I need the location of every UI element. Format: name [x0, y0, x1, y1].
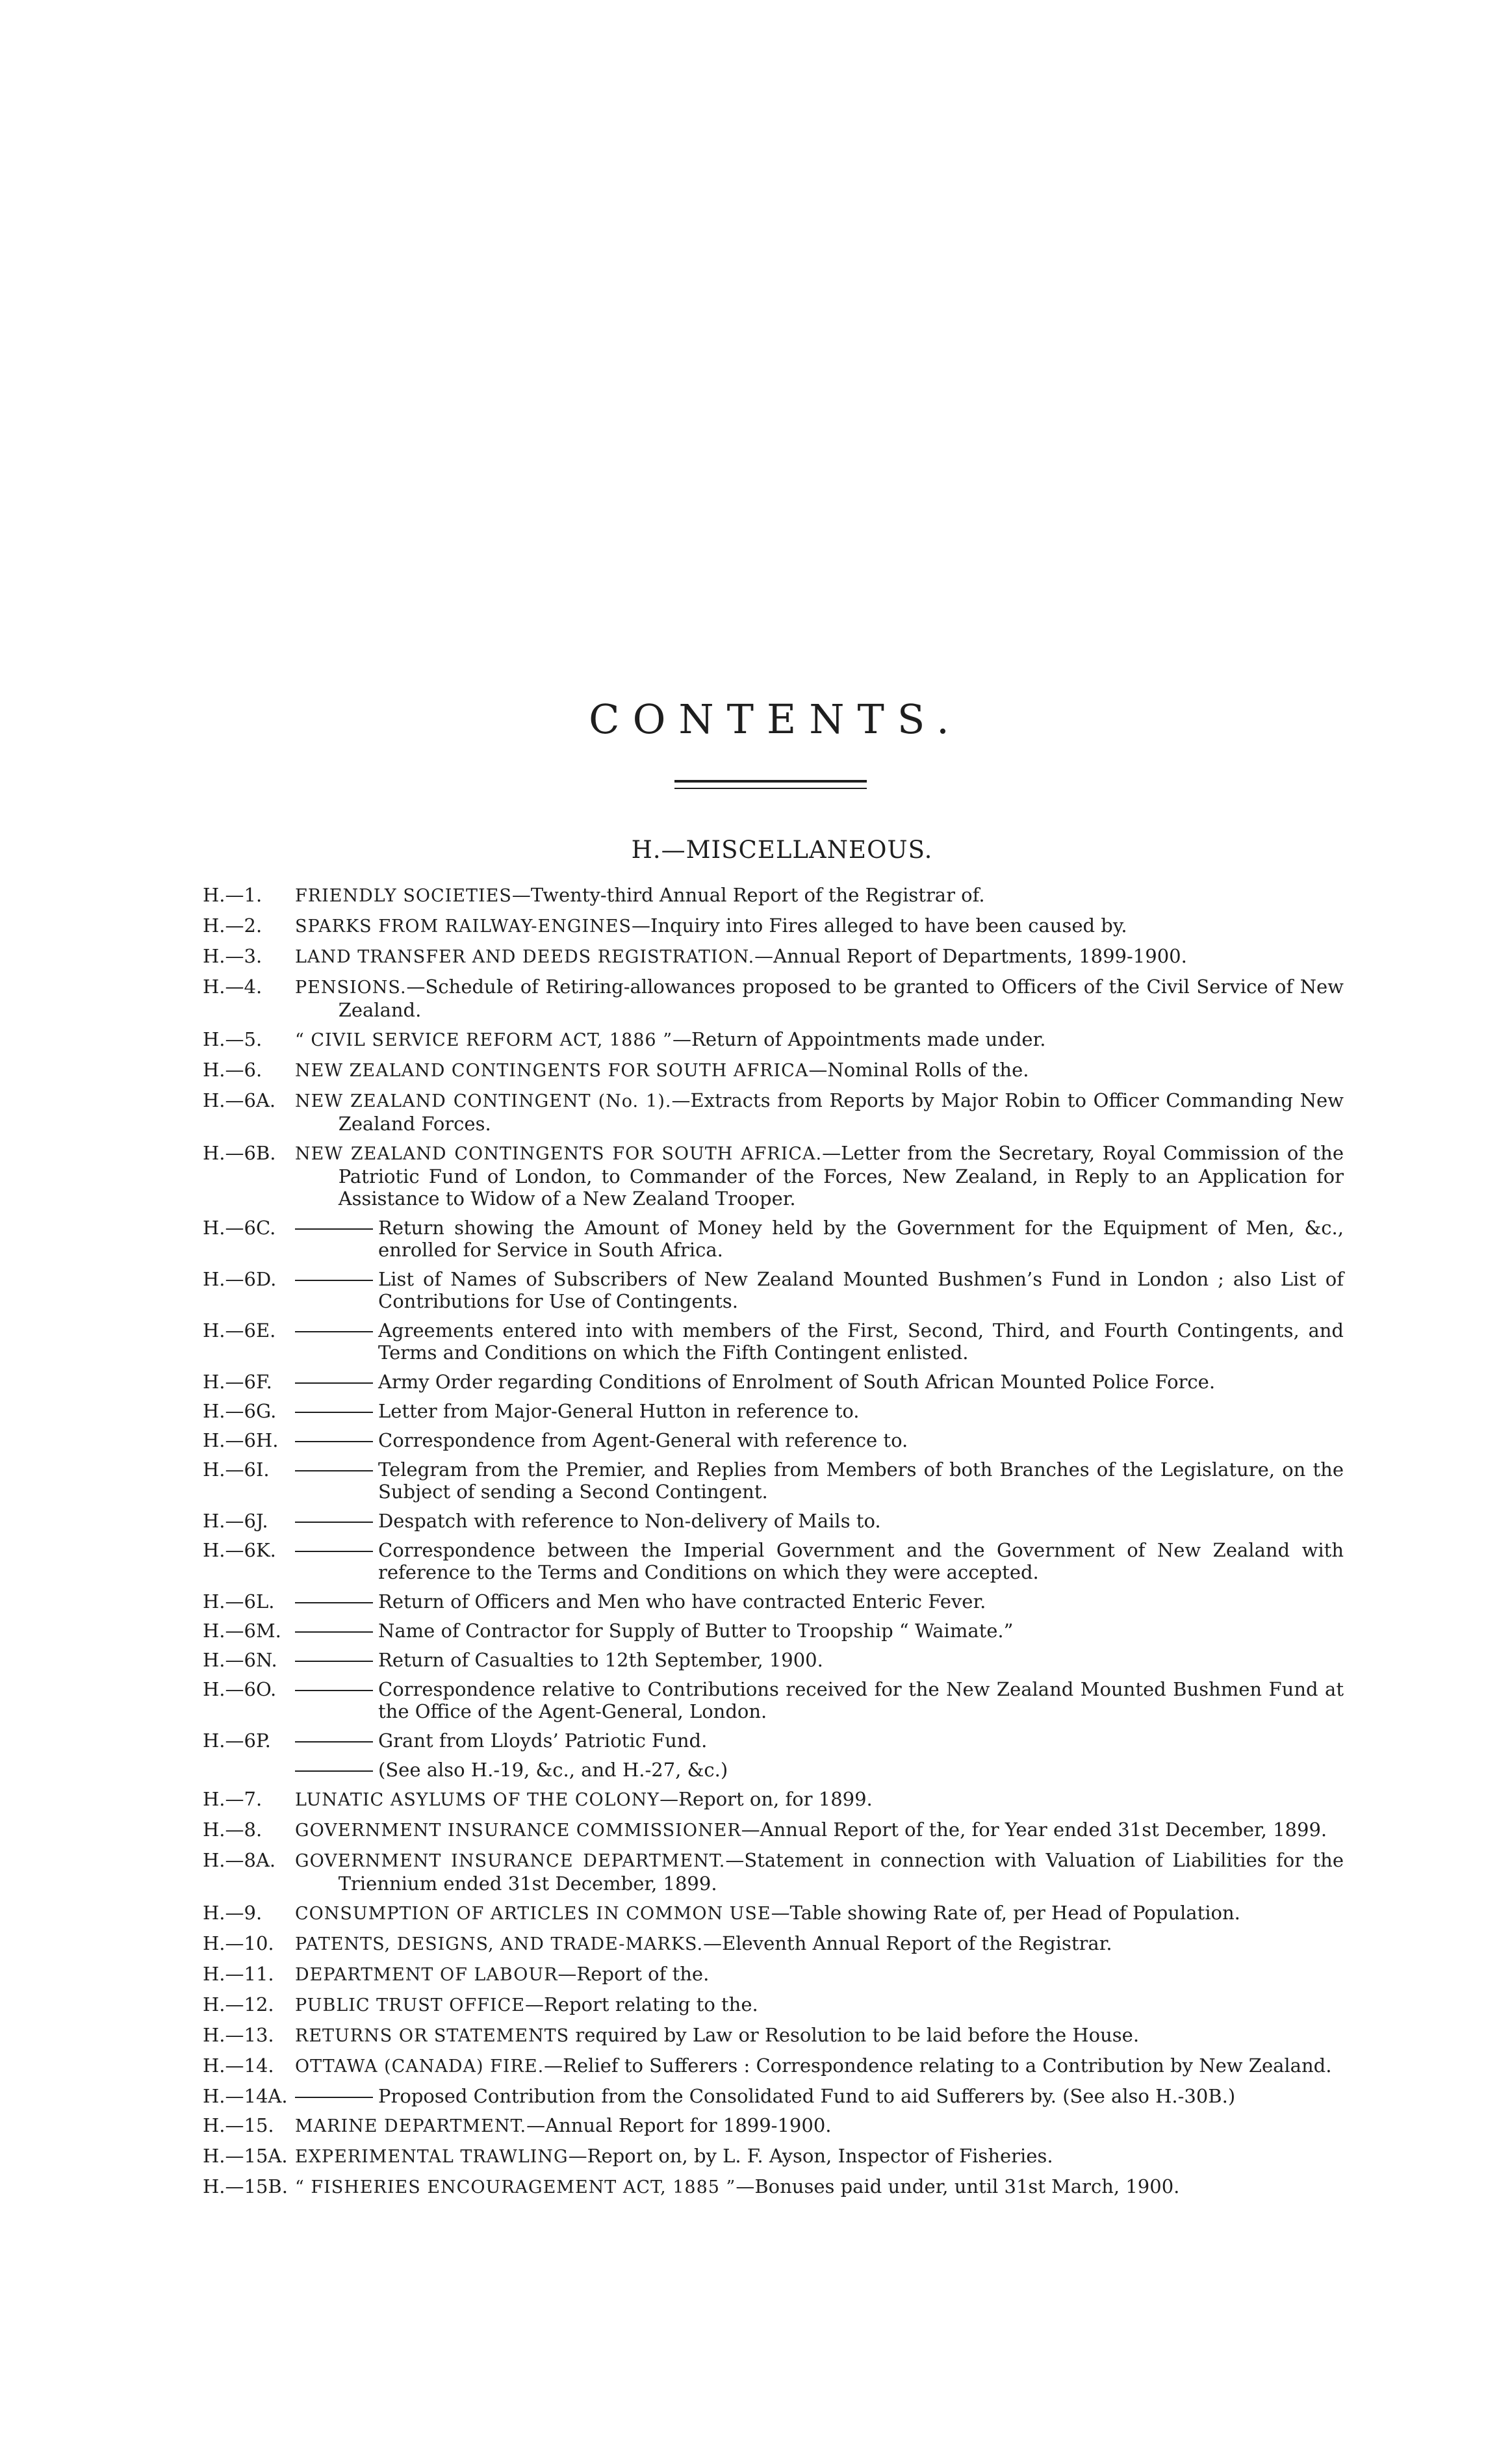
entry-description: —Inquiry into Fires alleged to have been caused by. [631, 914, 1127, 937]
contents-entry [203, 1620, 1344, 1642]
entry-code: H.—6E. [203, 1319, 276, 1341]
contents-entry [203, 2085, 1344, 2107]
entry-description: Name of Contractor for Supply of Butter to Troopship “ Waimate.” [378, 1620, 1014, 1642]
contents-entry [203, 1458, 1344, 1503]
entry-text [295, 1932, 1344, 1956]
contents-entry [203, 914, 1344, 938]
entry-code: H.—7. [203, 1788, 263, 1810]
ditto-dash [295, 1280, 373, 1281]
entry-text [295, 2114, 1344, 2138]
entry-code: H.—6P. [203, 1730, 271, 1752]
entry-code: H.—6A. [203, 1089, 276, 1111]
entry-text [295, 1620, 1344, 1642]
entry-text [295, 1458, 1344, 1503]
entry-code: H.—6G. [203, 1400, 277, 1422]
entry-description: Letter from Major-General Hutton in reference to. [378, 1400, 860, 1422]
ditto-dash [295, 2097, 373, 2098]
entry-description: —Report on, for 1899. [660, 1788, 873, 1810]
entry-description: —Schedule of Retiring-allowances proposed to be granted to Officers of the Civil Service of New Zealand. [338, 976, 1344, 1021]
entry-description: —Bonuses paid under, until 31st March, 1900. [736, 2175, 1180, 2197]
entry-code: H.—8. [203, 1819, 263, 1841]
entry-subject: PENSIONS. [295, 978, 407, 998]
entry-code: H.—15A. [203, 2145, 288, 2167]
contents-entry [203, 1429, 1344, 1451]
entry-code [203, 1759, 295, 1781]
entry-code: H.—6N. [203, 1649, 277, 1671]
entry-subject: DEPARTMENT OF LABOUR [295, 1965, 558, 1985]
contents-entry [203, 2114, 1344, 2138]
entry-subject: “ FISHERIES ENCOURAGEMENT ACT, 1885 ” [295, 2177, 736, 2197]
entry-description: —Report on, by L. F. Ayson, Inspector of Fisheries. [568, 2145, 1053, 2167]
ditto-dash [295, 1412, 373, 1413]
entry-description: —Extracts from Reports by Major Robin to Officer Commanding New Zealand Forces. [338, 1089, 1344, 1135]
entry-text [295, 2145, 1344, 2168]
entry-subject: RETURNS OR STATEMENTS [295, 2026, 570, 2046]
contents-entry [203, 2145, 1344, 2168]
entry-code: H.—6F. [203, 1371, 272, 1393]
entry-description: Return showing the Amount of Money held by the Government for the Equipment of Men, &c., enrolled for Service in South Africa. [378, 1217, 1344, 1261]
ditto-dash [295, 1228, 373, 1230]
contents-entry [203, 1788, 1344, 1811]
entry-text [295, 1759, 1344, 1781]
entry-text [295, 1649, 1344, 1671]
entry-text [295, 1217, 1344, 1261]
contents-entry [203, 1590, 1344, 1613]
entry-text [295, 1371, 1344, 1393]
entry-subject: OTTAWA (CANADA) FIRE. [295, 2056, 545, 2077]
contents-entry [203, 2024, 1344, 2047]
entry-description: (See also H.-19, &c., and H.-27, &c.) [378, 1759, 728, 1781]
contents-entry [203, 1759, 1344, 1781]
entry-subject: “ CIVIL SERVICE REFORM ACT, 1886 ” [295, 1030, 673, 1050]
contents-entry [203, 1963, 1344, 1986]
entry-text [295, 1678, 1344, 1722]
entry-text [295, 2175, 1344, 2199]
entry-subject: LAND TRANSFER AND DEEDS REGISTRATION. [295, 947, 755, 967]
ditto-dash [295, 1331, 373, 1332]
entry-subject: FRIENDLY SOCIETIES [295, 886, 512, 906]
entry-code: H.—6I. [203, 1458, 270, 1481]
entry-code: H.—13. [203, 2024, 274, 2046]
entry-description: required by Law or Resolution to be laid before the House. [569, 2024, 1140, 2046]
entry-subject: NEW ZEALAND CONTINGENT (No. 1). [295, 1091, 672, 1111]
contents-entry [203, 1510, 1344, 1532]
entry-code: H.—6D. [203, 1268, 277, 1290]
entry-description: Correspondence between the Imperial Government and the Government of New Zealand with reference to the Terms and Conditions on which they were accepted. [378, 1539, 1344, 1583]
contents-entry [203, 2054, 1344, 2078]
entry-text [295, 2085, 1344, 2107]
entry-code: H.—6L. [203, 1590, 275, 1613]
entry-description: —Annual Report of the, for Year ended 31st December, 1899. [741, 1819, 1327, 1841]
entry-code: H.—2. [203, 914, 263, 937]
entry-code: H.—6M. [203, 1620, 281, 1642]
contents-entry [203, 1819, 1344, 1842]
entry-text [295, 1089, 1344, 1135]
ditto-dash [295, 1551, 373, 1552]
contents-entry [203, 1678, 1344, 1722]
entry-code: H.—15B. [203, 2175, 288, 2197]
entry-code: H.—5. [203, 1028, 263, 1050]
entry-subject: GOVERNMENT INSURANCE DEPARTMENT. [295, 1851, 726, 1871]
entry-description: Grant from Lloyds’ Patriotic Fund. [378, 1730, 708, 1752]
contents-entry [203, 945, 1344, 968]
ditto-dash [295, 1741, 373, 1743]
entry-description: List of Names of Subscribers of New Zealand Mounted Bushmen’s Fund in London ; also List of Contributions for Use of Contingents. [378, 1268, 1344, 1312]
contents-entry [203, 1932, 1344, 1956]
entry-text [295, 1319, 1344, 1364]
title-rule-thin [674, 788, 867, 789]
entry-text [295, 1963, 1344, 1986]
entry-code: H.—6J. [203, 1510, 268, 1532]
entry-text [295, 1142, 1344, 1210]
entry-description: Telegram from the Premier, and Replies from Members of both Branches of the Legislature, on the Subject of sending a Second Contingent. [378, 1458, 1344, 1503]
entry-subject: SPARKS FROM RAILWAY-ENGINES [295, 916, 632, 937]
entry-description: —Table showing Rate of, per Head of Population. [771, 1902, 1240, 1924]
contents-list [203, 884, 1344, 2206]
entry-text [295, 2054, 1344, 2078]
entry-description: —Report relating to the. [524, 1993, 758, 2015]
contents-entry [203, 1089, 1344, 1135]
entry-text [295, 2024, 1344, 2047]
entry-description: Agreements entered into with members of the First, Second, Third, and Fourth Contingents, and Terms and Conditions on which the Fifth Contingent enlisted. [378, 1319, 1344, 1364]
ditto-dash [295, 1602, 373, 1603]
entry-subject: GOVERNMENT INSURANCE COMMISSIONER [295, 1821, 741, 1841]
entry-subject: PATENTS, DESIGNS, AND TRADE-MARKS. [295, 1934, 704, 1954]
contents-entry [203, 1730, 1344, 1752]
contents-entry [203, 1993, 1344, 2017]
contents-entry [203, 2175, 1344, 2199]
contents-entry [203, 1371, 1344, 1393]
entry-subject: LUNATIC ASYLUMS OF THE COLONY [295, 1790, 660, 1810]
entry-subject: NEW ZEALAND CONTINGENTS FOR SOUTH AFRICA [295, 1061, 809, 1081]
entry-text [295, 1788, 1344, 1811]
entry-text [295, 1902, 1344, 1925]
ditto-dash [295, 1661, 373, 1662]
entry-description: —Nominal Rolls of the. [808, 1059, 1029, 1081]
entry-code: H.—4. [203, 976, 263, 998]
entry-description: Correspondence from Agent-General with reference to. [378, 1429, 908, 1451]
entry-text [295, 1590, 1344, 1613]
entry-description: —Twenty-third Annual Report of the Registrar of. [511, 884, 985, 906]
entry-description: —Report of the. [557, 1963, 710, 1985]
entry-description: —Letter from the Secretary, Royal Commission of the Patriotic Fund of London, to Commander of the Forces, New Zealand, in Reply to an Application for Assistance to Widow of a New Zealand Trooper. [338, 1142, 1344, 1210]
ditto-dash [295, 1631, 373, 1633]
entry-description: —Eleventh Annual Report of the Registrar. [703, 1932, 1112, 1954]
contents-entry [203, 1268, 1344, 1312]
ditto-dash [295, 1441, 373, 1442]
contents-entry [203, 976, 1344, 1021]
entry-code: H.—6C. [203, 1217, 276, 1239]
entry-code: H.—12. [203, 1993, 274, 2015]
contents-entry [203, 1400, 1344, 1422]
entry-subject: PUBLIC TRUST OFFICE [295, 1995, 525, 2015]
entry-description: Despatch with reference to Non-delivery of Mails to. [378, 1510, 881, 1532]
entry-text [295, 1400, 1344, 1422]
entry-text [295, 914, 1344, 938]
contents-entry [203, 1142, 1344, 1210]
entry-text [295, 1028, 1344, 1052]
entry-code: H.—6. [203, 1059, 263, 1081]
entry-description: Return of Officers and Men who have contracted Enteric Fever. [378, 1590, 986, 1613]
contents-entry [203, 1539, 1344, 1583]
entry-text [295, 1059, 1344, 1082]
entry-text [295, 1993, 1344, 2017]
entry-text [295, 1819, 1344, 1842]
entry-description: —Annual Report for 1899-1900. [526, 2114, 832, 2136]
entry-text [295, 1510, 1344, 1532]
contents-entry [203, 1902, 1344, 1925]
entry-code: H.—6B. [203, 1142, 276, 1164]
page-title: CONTENTS. [589, 695, 962, 743]
entry-description: —Return of Appointments made under. [673, 1028, 1046, 1050]
ditto-dash [295, 1770, 373, 1772]
section-heading: H.—MISCELLANEOUS. [631, 836, 933, 864]
contents-entry [203, 1028, 1344, 1052]
entry-subject: EXPERIMENTAL TRAWLING [295, 2147, 569, 2167]
contents-entry [203, 1319, 1344, 1364]
entry-code: H.—14. [203, 2054, 274, 2077]
entry-code: H.—14A. [203, 2085, 288, 2107]
contents-entry [203, 1059, 1344, 1082]
ditto-dash [295, 1382, 373, 1384]
entry-code: H.—1. [203, 884, 263, 906]
entry-code: H.—10. [203, 1932, 274, 1954]
entry-text [295, 884, 1344, 907]
entry-code: H.—6K. [203, 1539, 276, 1561]
contents-entry [203, 1849, 1344, 1895]
entry-text [295, 976, 1344, 1021]
entry-code: H.—15. [203, 2114, 274, 2136]
entry-subject: NEW ZEALAND CONTINGENTS FOR SOUTH AFRICA. [295, 1144, 823, 1164]
entry-code: H.—11. [203, 1963, 274, 1985]
entry-code: H.—8A. [203, 1849, 276, 1871]
entry-text [295, 1539, 1344, 1583]
title-rule-thick [674, 780, 867, 783]
entry-code: H.—6O. [203, 1678, 277, 1700]
ditto-dash [295, 1470, 373, 1471]
entry-code: H.—3. [203, 945, 263, 967]
contents-entry [203, 1217, 1344, 1261]
entry-description: Army Order regarding Conditions of Enrolment of South African Mounted Police Force. [378, 1371, 1216, 1393]
entry-description: —Annual Report of Departments, 1899-1900. [754, 945, 1187, 967]
ditto-dash [295, 1522, 373, 1523]
entry-description: Correspondence relative to Contributions received for the New Zealand Mounted Bushmen Fund at the Office of the Agent-General, London. [378, 1678, 1344, 1722]
entry-description: —Statement in connection with Valuation of Liabilities for the Triennium ended 31st December, 1899. [338, 1849, 1344, 1895]
entry-code: H.—9. [203, 1902, 263, 1924]
contents-entry [203, 884, 1344, 907]
entry-text [295, 1268, 1344, 1312]
contents-entry [203, 1649, 1344, 1671]
entry-code: H.—6H. [203, 1429, 279, 1451]
entry-text [295, 945, 1344, 968]
entry-text [295, 1730, 1344, 1752]
entry-description: —Relief to Sufferers : Correspondence relating to a Contribution by New Zealand. [544, 2054, 1332, 2077]
entry-description: Proposed Contribution from the Consolidated Fund to aid Sufferers by. (See also H.-30B.) [378, 2085, 1236, 2107]
entry-subject: MARINE DEPARTMENT. [295, 2116, 527, 2136]
ditto-dash [295, 1690, 373, 1691]
entry-subject: CONSUMPTION OF ARTICLES IN COMMON USE [295, 1904, 771, 1924]
entry-description: Return of Casualties to 12th September, 1900. [378, 1649, 823, 1671]
entry-text [295, 1429, 1344, 1451]
entry-text [295, 1849, 1344, 1895]
